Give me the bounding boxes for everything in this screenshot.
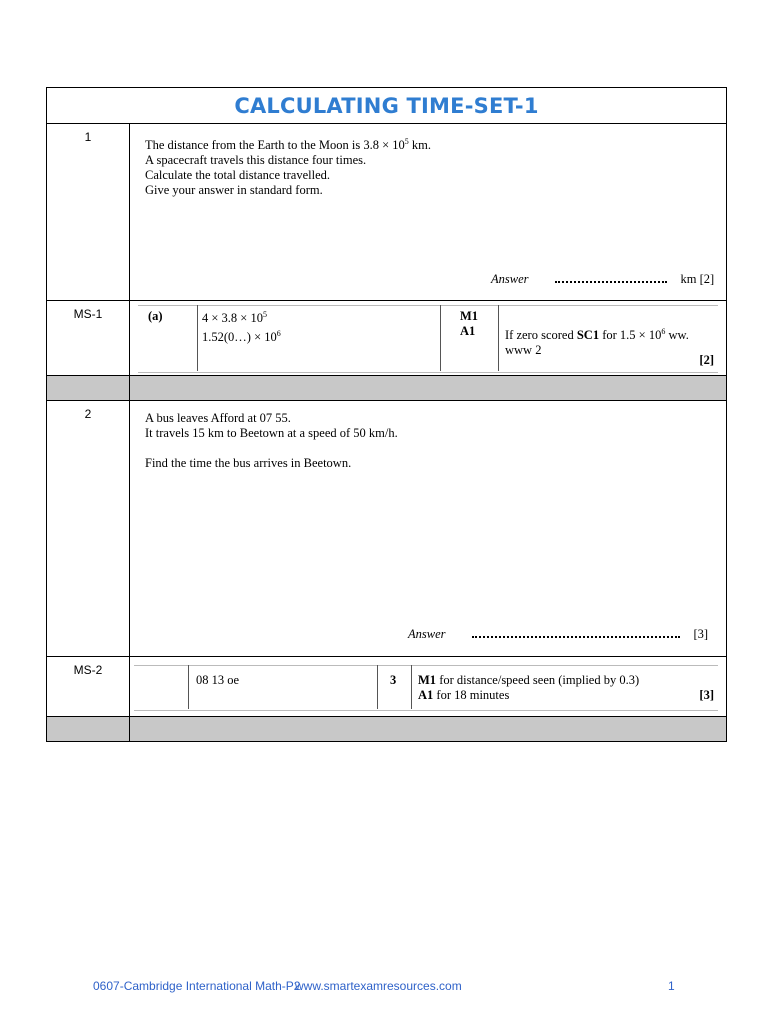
part-label: (a) <box>148 309 163 323</box>
total-marks: [3] <box>699 688 714 702</box>
question-number: 1 <box>47 124 130 300</box>
separator-row <box>47 717 726 741</box>
page-title: CALCULATING TIME-SET-1 <box>234 93 539 118</box>
mark-scheme-2-row <box>47 657 726 717</box>
answer-line: Answer [3] <box>408 627 709 641</box>
mark-scheme-1-row <box>47 301 726 376</box>
mark-scheme-label: MS-1 <box>47 301 130 375</box>
guidance: M1 for distance/speed seen (implied by 0.3) A1 for 18 minutes <box>418 673 640 702</box>
working: $4 \times 3.8 \times 10^5$ 1.52(0…) × $10^6$ <box>202 310 281 345</box>
question-number: 2 <box>47 401 130 656</box>
question-2-text: A bus leaves Afford at 07 55. It travels 15 km to Beetown at a speed of 50 km/h. Find the time the bus arrives in Beetown. <box>145 411 398 470</box>
marks: 3 <box>390 673 397 687</box>
answer-blank[interactable] <box>555 277 667 283</box>
guidance: If zero scored SC1 for $1.5 \times 10^6$ ww. www 2 <box>505 327 689 358</box>
marks: M1 A1 <box>460 309 479 338</box>
question-2-content <box>130 401 726 656</box>
total-marks: [2] <box>699 353 714 367</box>
footer-page-number: 1 <box>668 979 675 993</box>
footer-website[interactable]: www.smartexamresources.com <box>295 979 462 993</box>
mark-scheme-label: MS-2 <box>47 657 130 716</box>
question-1-row <box>47 124 726 301</box>
answer-line: Answer km [2] <box>491 272 715 286</box>
question-1-content <box>130 124 726 300</box>
separator-row <box>47 376 726 401</box>
worksheet-table <box>46 87 727 742</box>
question-1-text: The distance from the Earth to the Moon is $3.8 \times 10^5$ km. A spacecraft travels this distance four times. Calculate the total distance travelled. Give your answer in standard form. <box>145 137 432 198</box>
answer-value: 08 13 oe <box>196 673 240 687</box>
mark-scheme-1-content <box>130 301 726 375</box>
question-2-row <box>47 401 726 657</box>
answer-blank[interactable] <box>472 632 680 638</box>
mark-scheme-2-content <box>130 657 726 716</box>
footer-course: 0607-Cambridge International Math-P2 <box>93 979 301 993</box>
title-row <box>47 88 726 124</box>
